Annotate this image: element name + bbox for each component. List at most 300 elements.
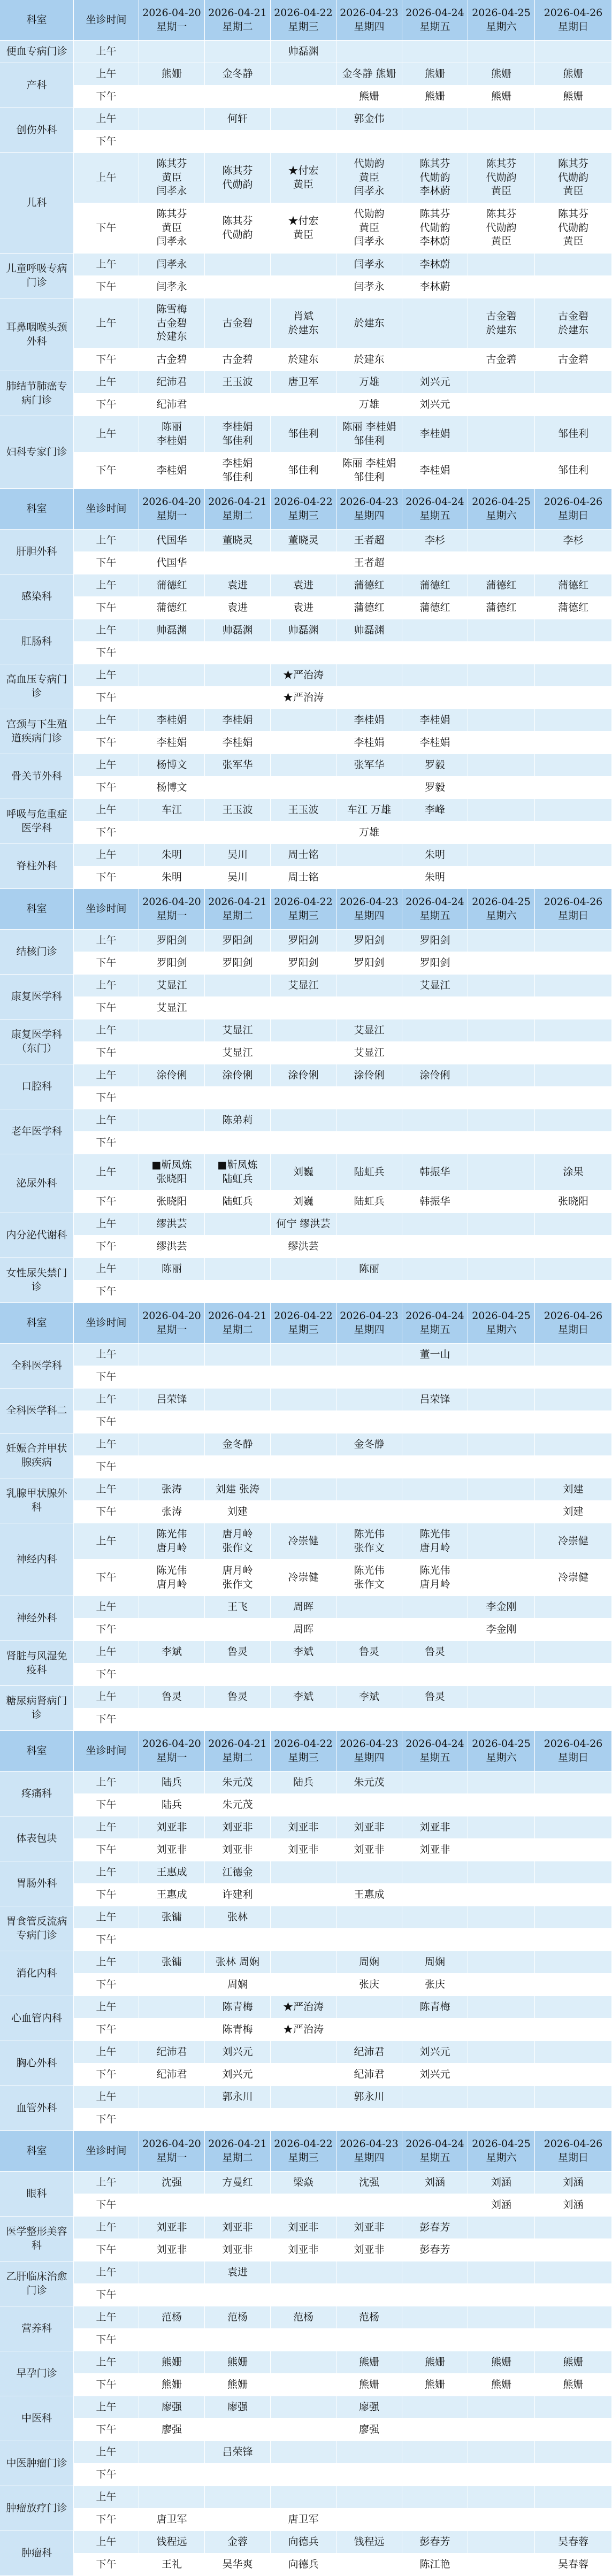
schedule-cell[interactable] bbox=[468, 709, 535, 732]
schedule-cell[interactable] bbox=[336, 1996, 402, 2019]
schedule-cell[interactable]: 廖强 bbox=[205, 2396, 271, 2419]
schedule-cell[interactable]: 周娴 bbox=[336, 1951, 402, 1974]
schedule-cell[interactable]: 王玉波 bbox=[205, 371, 271, 394]
schedule-cell[interactable]: 蒲德红 bbox=[468, 574, 535, 597]
schedule-cell[interactable]: 罗阳剑 bbox=[402, 930, 468, 952]
schedule-cell[interactable] bbox=[468, 1344, 535, 1366]
schedule-cell[interactable] bbox=[468, 844, 535, 867]
schedule-cell[interactable] bbox=[535, 1929, 612, 1951]
schedule-cell[interactable] bbox=[271, 2464, 336, 2486]
schedule-cell[interactable] bbox=[205, 1389, 271, 1411]
schedule-cell[interactable] bbox=[271, 552, 336, 574]
schedule-cell[interactable] bbox=[535, 1686, 612, 1708]
schedule-cell[interactable]: 邹佳利 bbox=[535, 453, 612, 489]
schedule-cell[interactable] bbox=[271, 822, 336, 844]
schedule-cell[interactable] bbox=[535, 298, 612, 349]
schedule-cell[interactable] bbox=[271, 1906, 336, 1929]
schedule-cell[interactable]: 帅磊渊 bbox=[139, 619, 205, 642]
schedule-cell[interactable]: 郭永川 bbox=[205, 2086, 271, 2109]
schedule-cell[interactable] bbox=[468, 1996, 535, 2019]
schedule-cell[interactable] bbox=[535, 1816, 612, 1839]
schedule-cell[interactable] bbox=[468, 2554, 535, 2576]
schedule-cell[interactable]: 陆兵 bbox=[139, 1794, 205, 1816]
schedule-cell[interactable]: 纪沛君 bbox=[336, 2041, 402, 2064]
schedule-cell[interactable]: 古金碧 bbox=[139, 349, 205, 371]
schedule-cell[interactable]: 李桂娟 bbox=[336, 709, 402, 732]
schedule-cell[interactable]: 刘兴元 bbox=[402, 371, 468, 394]
schedule-cell[interactable]: 范杨 bbox=[336, 2306, 402, 2329]
schedule-cell[interactable]: 王惠成 bbox=[139, 1884, 205, 1906]
schedule-cell[interactable]: 李桂娟 bbox=[205, 709, 271, 732]
schedule-cell[interactable] bbox=[205, 552, 271, 574]
schedule-cell[interactable] bbox=[468, 2019, 535, 2041]
schedule-cell[interactable]: 金蓉 bbox=[205, 2531, 271, 2554]
schedule-cell[interactable]: 廖强 bbox=[336, 2419, 402, 2441]
schedule-cell[interactable] bbox=[535, 1109, 612, 1132]
schedule-cell[interactable] bbox=[535, 1708, 612, 1731]
schedule-cell[interactable] bbox=[139, 86, 205, 108]
schedule-cell[interactable]: 蒲德红 bbox=[139, 597, 205, 619]
schedule-cell[interactable]: 沈强 bbox=[336, 2172, 402, 2194]
schedule-cell[interactable] bbox=[402, 1456, 468, 1478]
schedule-cell[interactable]: 彭春芳 bbox=[402, 2217, 468, 2239]
schedule-cell[interactable] bbox=[271, 254, 336, 276]
schedule-cell[interactable] bbox=[402, 552, 468, 574]
schedule-cell[interactable] bbox=[535, 732, 612, 754]
schedule-cell[interactable]: 邹佳利 bbox=[271, 453, 336, 489]
schedule-cell[interactable] bbox=[271, 1109, 336, 1132]
schedule-cell[interactable]: 杨博文 bbox=[139, 777, 205, 799]
schedule-cell[interactable] bbox=[402, 2486, 468, 2509]
schedule-cell[interactable] bbox=[468, 1087, 535, 1109]
schedule-cell[interactable] bbox=[336, 975, 402, 997]
schedule-cell[interactable]: 吴川 bbox=[205, 867, 271, 889]
schedule-cell[interactable] bbox=[535, 1839, 612, 1861]
schedule-cell[interactable]: ★严治涛 bbox=[271, 1996, 336, 2019]
schedule-cell[interactable] bbox=[535, 2419, 612, 2441]
schedule-cell[interactable]: 陈弟莉 bbox=[205, 1109, 271, 1132]
schedule-cell[interactable]: 刘涵 bbox=[468, 2194, 535, 2217]
schedule-cell[interactable]: 纪沛君 bbox=[139, 371, 205, 394]
schedule-cell[interactable] bbox=[205, 2329, 271, 2351]
schedule-cell[interactable]: 张军华 bbox=[205, 754, 271, 777]
schedule-cell[interactable]: 金冬静 bbox=[205, 1433, 271, 1456]
schedule-cell[interactable] bbox=[139, 108, 205, 131]
schedule-cell[interactable] bbox=[139, 1042, 205, 1064]
schedule-cell[interactable] bbox=[271, 2086, 336, 2109]
schedule-cell[interactable] bbox=[139, 1344, 205, 1366]
schedule-cell[interactable] bbox=[139, 1456, 205, 1478]
schedule-cell[interactable]: 熊姗 bbox=[468, 86, 535, 108]
schedule-cell[interactable]: 张军华 bbox=[336, 754, 402, 777]
schedule-cell[interactable]: 罗阳剑 bbox=[205, 952, 271, 975]
schedule-cell[interactable] bbox=[139, 687, 205, 709]
schedule-cell[interactable]: 何宁 缪洪芸 bbox=[271, 1213, 336, 1236]
schedule-cell[interactable]: 刘建 bbox=[535, 1501, 612, 1523]
schedule-cell[interactable] bbox=[271, 1663, 336, 1686]
schedule-cell[interactable] bbox=[468, 1816, 535, 1839]
schedule-cell[interactable]: 艾显江 bbox=[205, 1019, 271, 1042]
schedule-cell[interactable]: 李林蔚 bbox=[402, 254, 468, 276]
schedule-cell[interactable]: 涂伶俐 bbox=[205, 1064, 271, 1087]
schedule-cell[interactable]: 王玉波 bbox=[271, 799, 336, 822]
schedule-cell[interactable] bbox=[336, 2109, 402, 2131]
schedule-cell[interactable] bbox=[535, 1042, 612, 1064]
schedule-cell[interactable] bbox=[468, 2464, 535, 2486]
schedule-cell[interactable] bbox=[402, 2396, 468, 2419]
schedule-cell[interactable]: 邹佳利 bbox=[535, 416, 612, 453]
schedule-cell[interactable] bbox=[535, 2486, 612, 2509]
schedule-cell[interactable]: 张晓阳 bbox=[139, 1191, 205, 1213]
schedule-cell[interactable] bbox=[271, 2486, 336, 2509]
schedule-cell[interactable]: 涂伶俐 bbox=[402, 1064, 468, 1087]
schedule-cell[interactable] bbox=[271, 394, 336, 416]
schedule-cell[interactable]: 张涛 bbox=[139, 1478, 205, 1501]
schedule-cell[interactable] bbox=[139, 1708, 205, 1731]
schedule-cell[interactable]: 朱元茂 bbox=[205, 1794, 271, 1816]
schedule-cell[interactable] bbox=[336, 1411, 402, 1433]
schedule-cell[interactable] bbox=[535, 1906, 612, 1929]
schedule-cell[interactable]: 刘亚非 bbox=[336, 1816, 402, 1839]
schedule-cell[interactable]: 金冬静 bbox=[205, 63, 271, 86]
schedule-cell[interactable] bbox=[535, 1619, 612, 1641]
schedule-cell[interactable] bbox=[271, 709, 336, 732]
schedule-cell[interactable] bbox=[402, 2261, 468, 2284]
schedule-cell[interactable] bbox=[468, 1708, 535, 1731]
schedule-cell[interactable]: 周士铭 bbox=[271, 867, 336, 889]
schedule-cell[interactable]: 李斌 bbox=[336, 1686, 402, 1708]
schedule-cell[interactable] bbox=[336, 2554, 402, 2576]
schedule-cell[interactable] bbox=[468, 867, 535, 889]
schedule-cell[interactable] bbox=[271, 1794, 336, 1816]
schedule-cell[interactable]: 金冬静 熊姗 bbox=[336, 63, 402, 86]
schedule-cell[interactable]: 董一山 bbox=[402, 1344, 468, 1366]
schedule-cell[interactable]: 李桂娟 bbox=[402, 416, 468, 453]
schedule-cell[interactable]: 熊姗 bbox=[402, 63, 468, 86]
schedule-cell[interactable] bbox=[535, 2019, 612, 2041]
schedule-cell[interactable] bbox=[336, 1663, 402, 1686]
schedule-cell[interactable]: 冷崇健 bbox=[535, 1560, 612, 1596]
schedule-cell[interactable] bbox=[139, 2464, 205, 2486]
schedule-cell[interactable] bbox=[468, 1433, 535, 1456]
schedule-cell[interactable] bbox=[535, 1389, 612, 1411]
schedule-cell[interactable] bbox=[468, 997, 535, 1019]
schedule-cell[interactable] bbox=[139, 2441, 205, 2464]
schedule-cell[interactable]: 李林蔚 bbox=[402, 276, 468, 298]
schedule-cell[interactable] bbox=[139, 1411, 205, 1433]
schedule-cell[interactable] bbox=[205, 1281, 271, 1303]
schedule-cell[interactable]: 罗阳剑 bbox=[336, 952, 402, 975]
schedule-cell[interactable] bbox=[402, 1433, 468, 1456]
schedule-cell[interactable] bbox=[402, 2284, 468, 2306]
schedule-cell[interactable] bbox=[402, 1523, 468, 1560]
schedule-cell[interactable] bbox=[271, 298, 336, 349]
schedule-cell[interactable]: 艾显江 bbox=[402, 975, 468, 997]
schedule-cell[interactable]: 刘亚非 bbox=[139, 1816, 205, 1839]
schedule-cell[interactable] bbox=[336, 1236, 402, 1258]
schedule-cell[interactable] bbox=[336, 2194, 402, 2217]
schedule-cell[interactable]: 李斌 bbox=[139, 1641, 205, 1663]
schedule-cell[interactable] bbox=[468, 1884, 535, 1906]
schedule-cell[interactable]: 罗阳剑 bbox=[205, 930, 271, 952]
schedule-cell[interactable] bbox=[535, 822, 612, 844]
schedule-cell[interactable] bbox=[402, 1708, 468, 1731]
schedule-cell[interactable] bbox=[402, 1906, 468, 1929]
schedule-cell[interactable] bbox=[535, 1433, 612, 1456]
schedule-cell[interactable] bbox=[139, 664, 205, 687]
schedule-cell[interactable]: 王礼 bbox=[139, 2554, 205, 2576]
schedule-cell[interactable] bbox=[468, 1236, 535, 1258]
schedule-cell[interactable] bbox=[271, 203, 336, 254]
schedule-cell[interactable] bbox=[535, 1861, 612, 1884]
schedule-cell[interactable] bbox=[336, 2329, 402, 2351]
schedule-cell[interactable] bbox=[468, 1191, 535, 1213]
schedule-cell[interactable] bbox=[535, 2329, 612, 2351]
schedule-cell[interactable] bbox=[468, 1019, 535, 1042]
schedule-cell[interactable] bbox=[468, 642, 535, 664]
schedule-cell[interactable] bbox=[271, 1344, 336, 1366]
schedule-cell[interactable] bbox=[468, 2217, 535, 2239]
schedule-cell[interactable] bbox=[139, 1560, 205, 1596]
schedule-cell[interactable] bbox=[468, 2041, 535, 2064]
schedule-cell[interactable]: 帅磊渊 bbox=[271, 619, 336, 642]
schedule-cell[interactable] bbox=[139, 1019, 205, 1042]
schedule-cell[interactable] bbox=[468, 1906, 535, 1929]
schedule-cell[interactable] bbox=[402, 1596, 468, 1619]
schedule-cell[interactable]: 熊姗 bbox=[336, 2374, 402, 2396]
schedule-cell[interactable]: 蒲德红 bbox=[336, 597, 402, 619]
schedule-cell[interactable]: 帅磊渊 bbox=[336, 619, 402, 642]
schedule-cell[interactable] bbox=[468, 930, 535, 952]
schedule-cell[interactable]: 刘亚非 bbox=[336, 2239, 402, 2261]
schedule-cell[interactable] bbox=[535, 1996, 612, 2019]
schedule-cell[interactable] bbox=[535, 2306, 612, 2329]
schedule-cell[interactable] bbox=[205, 153, 271, 203]
schedule-cell[interactable] bbox=[271, 1019, 336, 1042]
schedule-cell[interactable] bbox=[535, 1411, 612, 1433]
schedule-cell[interactable] bbox=[402, 997, 468, 1019]
schedule-cell[interactable]: 闫孝永 bbox=[336, 254, 402, 276]
schedule-cell[interactable]: 刘巍 bbox=[271, 1154, 336, 1191]
schedule-cell[interactable] bbox=[271, 2374, 336, 2396]
schedule-cell[interactable] bbox=[535, 131, 612, 153]
schedule-cell[interactable]: 万雄 bbox=[336, 394, 402, 416]
schedule-cell[interactable]: 李桂娟 bbox=[139, 709, 205, 732]
schedule-cell[interactable]: 吴华爽 bbox=[205, 2554, 271, 2576]
schedule-cell[interactable] bbox=[468, 2486, 535, 2509]
schedule-cell[interactable] bbox=[139, 1366, 205, 1389]
schedule-cell[interactable] bbox=[535, 642, 612, 664]
schedule-cell[interactable] bbox=[336, 41, 402, 63]
schedule-cell[interactable] bbox=[535, 997, 612, 1019]
schedule-cell[interactable]: 代国华 bbox=[139, 552, 205, 574]
schedule-cell[interactable] bbox=[535, 619, 612, 642]
schedule-cell[interactable] bbox=[205, 2109, 271, 2131]
schedule-cell[interactable]: 古金碧 bbox=[205, 298, 271, 349]
schedule-cell[interactable]: 鲁灵 bbox=[402, 1641, 468, 1663]
schedule-cell[interactable] bbox=[535, 867, 612, 889]
schedule-cell[interactable]: 刘涵 bbox=[535, 2194, 612, 2217]
schedule-cell[interactable] bbox=[271, 2396, 336, 2419]
schedule-cell[interactable] bbox=[139, 1087, 205, 1109]
schedule-cell[interactable] bbox=[336, 777, 402, 799]
schedule-cell[interactable] bbox=[336, 1366, 402, 1389]
schedule-cell[interactable] bbox=[468, 754, 535, 777]
schedule-cell[interactable]: 沈强 bbox=[139, 2172, 205, 2194]
schedule-cell[interactable] bbox=[205, 687, 271, 709]
schedule-cell[interactable] bbox=[402, 1861, 468, 1884]
schedule-cell[interactable]: 鲁灵 bbox=[336, 1641, 402, 1663]
schedule-cell[interactable] bbox=[535, 2396, 612, 2419]
schedule-cell[interactable] bbox=[402, 1411, 468, 1433]
schedule-cell[interactable]: 范杨 bbox=[271, 2306, 336, 2329]
schedule-cell[interactable] bbox=[271, 1708, 336, 1731]
schedule-cell[interactable] bbox=[336, 997, 402, 1019]
schedule-cell[interactable]: 张林 周娴 bbox=[205, 1951, 271, 1974]
schedule-cell[interactable] bbox=[468, 2284, 535, 2306]
schedule-cell[interactable]: 蒲德红 bbox=[139, 574, 205, 597]
schedule-cell[interactable] bbox=[535, 108, 612, 131]
schedule-cell[interactable] bbox=[535, 2239, 612, 2261]
schedule-cell[interactable]: 纪沛君 bbox=[139, 2064, 205, 2086]
schedule-cell[interactable] bbox=[535, 1456, 612, 1478]
schedule-cell[interactable] bbox=[336, 153, 402, 203]
schedule-cell[interactable] bbox=[139, 1974, 205, 1996]
schedule-cell[interactable] bbox=[402, 1560, 468, 1596]
schedule-cell[interactable]: 王飞 bbox=[205, 1596, 271, 1619]
schedule-cell[interactable] bbox=[535, 930, 612, 952]
schedule-cell[interactable] bbox=[535, 552, 612, 574]
schedule-cell[interactable] bbox=[205, 642, 271, 664]
schedule-cell[interactable] bbox=[402, 1042, 468, 1064]
schedule-cell[interactable]: 缪洪芸 bbox=[271, 1236, 336, 1258]
schedule-cell[interactable] bbox=[139, 1663, 205, 1686]
schedule-cell[interactable] bbox=[468, 2086, 535, 2109]
schedule-cell[interactable] bbox=[336, 2019, 402, 2041]
schedule-cell[interactable] bbox=[336, 1861, 402, 1884]
schedule-cell[interactable] bbox=[402, 1501, 468, 1523]
schedule-cell[interactable]: 周娴 bbox=[205, 1974, 271, 1996]
schedule-cell[interactable] bbox=[139, 131, 205, 153]
schedule-cell[interactable] bbox=[205, 131, 271, 153]
schedule-cell[interactable] bbox=[271, 1366, 336, 1389]
schedule-cell[interactable] bbox=[535, 371, 612, 394]
schedule-cell[interactable] bbox=[468, 1974, 535, 1996]
schedule-cell[interactable] bbox=[468, 822, 535, 844]
schedule-cell[interactable] bbox=[336, 1456, 402, 1478]
schedule-cell[interactable] bbox=[535, 844, 612, 867]
schedule-cell[interactable] bbox=[468, 1366, 535, 1389]
schedule-cell[interactable]: 唐卫军 bbox=[271, 371, 336, 394]
schedule-cell[interactable]: 张镛 bbox=[139, 1951, 205, 1974]
schedule-cell[interactable] bbox=[336, 1344, 402, 1366]
schedule-cell[interactable] bbox=[271, 1456, 336, 1478]
schedule-cell[interactable] bbox=[271, 1042, 336, 1064]
schedule-cell[interactable]: 王惠成 bbox=[336, 1884, 402, 1906]
schedule-cell[interactable] bbox=[139, 203, 205, 254]
schedule-cell[interactable] bbox=[468, 2109, 535, 2131]
schedule-cell[interactable]: 艾显江 bbox=[205, 1042, 271, 1064]
schedule-cell[interactable] bbox=[402, 41, 468, 63]
schedule-cell[interactable]: 刘亚非 bbox=[402, 1816, 468, 1839]
schedule-cell[interactable] bbox=[402, 1772, 468, 1794]
schedule-cell[interactable] bbox=[271, 153, 336, 203]
schedule-cell[interactable] bbox=[402, 1663, 468, 1686]
schedule-cell[interactable]: 李金刚 bbox=[468, 1596, 535, 1619]
schedule-cell[interactable]: 熊姗 bbox=[139, 2351, 205, 2374]
schedule-cell[interactable] bbox=[468, 1456, 535, 1478]
schedule-cell[interactable] bbox=[205, 1523, 271, 1560]
schedule-cell[interactable] bbox=[271, 2441, 336, 2464]
schedule-cell[interactable] bbox=[468, 1929, 535, 1951]
schedule-cell[interactable]: 吴川 bbox=[205, 844, 271, 867]
schedule-cell[interactable] bbox=[139, 1433, 205, 1456]
schedule-cell[interactable]: 吴春蓉 bbox=[535, 2531, 612, 2554]
schedule-cell[interactable]: 缪洪芸 bbox=[139, 1236, 205, 1258]
schedule-cell[interactable] bbox=[139, 2194, 205, 2217]
schedule-cell[interactable]: 陆虹兵 bbox=[336, 1154, 402, 1191]
schedule-cell[interactable]: 蒲德红 bbox=[468, 597, 535, 619]
schedule-cell[interactable]: 邹佳利 bbox=[271, 416, 336, 453]
schedule-cell[interactable]: 蒲德红 bbox=[402, 597, 468, 619]
schedule-cell[interactable] bbox=[468, 2531, 535, 2554]
schedule-cell[interactable]: 张涛 bbox=[139, 1501, 205, 1523]
schedule-cell[interactable] bbox=[139, 1281, 205, 1303]
schedule-cell[interactable] bbox=[336, 1087, 402, 1109]
schedule-cell[interactable]: 熊姗 bbox=[402, 2374, 468, 2396]
schedule-cell[interactable] bbox=[468, 1861, 535, 1884]
schedule-cell[interactable]: 熊姗 bbox=[402, 2351, 468, 2374]
schedule-cell[interactable]: 缪洪芸 bbox=[139, 1213, 205, 1236]
schedule-cell[interactable] bbox=[205, 1560, 271, 1596]
schedule-cell[interactable]: 陈青梅 bbox=[402, 1996, 468, 2019]
schedule-cell[interactable] bbox=[336, 1523, 402, 1560]
schedule-cell[interactable]: 李桂娟 bbox=[205, 732, 271, 754]
schedule-cell[interactable]: 罗阳剑 bbox=[402, 952, 468, 975]
schedule-cell[interactable]: 廖强 bbox=[336, 2396, 402, 2419]
schedule-cell[interactable]: 罗毅 bbox=[402, 754, 468, 777]
schedule-cell[interactable] bbox=[336, 1619, 402, 1641]
schedule-cell[interactable]: 周士铭 bbox=[271, 844, 336, 867]
schedule-cell[interactable]: 唐卫军 bbox=[271, 2509, 336, 2531]
schedule-cell[interactable] bbox=[271, 732, 336, 754]
schedule-cell[interactable] bbox=[139, 1132, 205, 1154]
schedule-cell[interactable] bbox=[535, 1596, 612, 1619]
schedule-cell[interactable] bbox=[139, 2329, 205, 2351]
schedule-cell[interactable]: 刘亚非 bbox=[205, 2217, 271, 2239]
schedule-cell[interactable] bbox=[402, 2441, 468, 2464]
schedule-cell[interactable] bbox=[402, 1019, 468, 1042]
schedule-cell[interactable]: 熊姗 bbox=[336, 2351, 402, 2374]
schedule-cell[interactable] bbox=[468, 687, 535, 709]
schedule-cell[interactable]: 熊姗 bbox=[468, 2351, 535, 2374]
schedule-cell[interactable] bbox=[139, 2261, 205, 2284]
schedule-cell[interactable] bbox=[402, 2329, 468, 2351]
schedule-cell[interactable] bbox=[139, 2019, 205, 2041]
schedule-cell[interactable]: 艾显江 bbox=[139, 975, 205, 997]
schedule-cell[interactable] bbox=[271, 1087, 336, 1109]
schedule-cell[interactable]: 陆虹兵 bbox=[205, 1191, 271, 1213]
schedule-cell[interactable]: 向德兵 bbox=[271, 2531, 336, 2554]
schedule-cell[interactable]: 李斌 bbox=[271, 1641, 336, 1663]
schedule-cell[interactable]: 於建东 bbox=[336, 349, 402, 371]
schedule-cell[interactable]: 王者超 bbox=[336, 530, 402, 552]
schedule-cell[interactable] bbox=[402, 1884, 468, 1906]
schedule-cell[interactable] bbox=[535, 153, 612, 203]
schedule-cell[interactable] bbox=[205, 2284, 271, 2306]
schedule-cell[interactable]: 朱明 bbox=[139, 844, 205, 867]
schedule-cell[interactable] bbox=[535, 952, 612, 975]
